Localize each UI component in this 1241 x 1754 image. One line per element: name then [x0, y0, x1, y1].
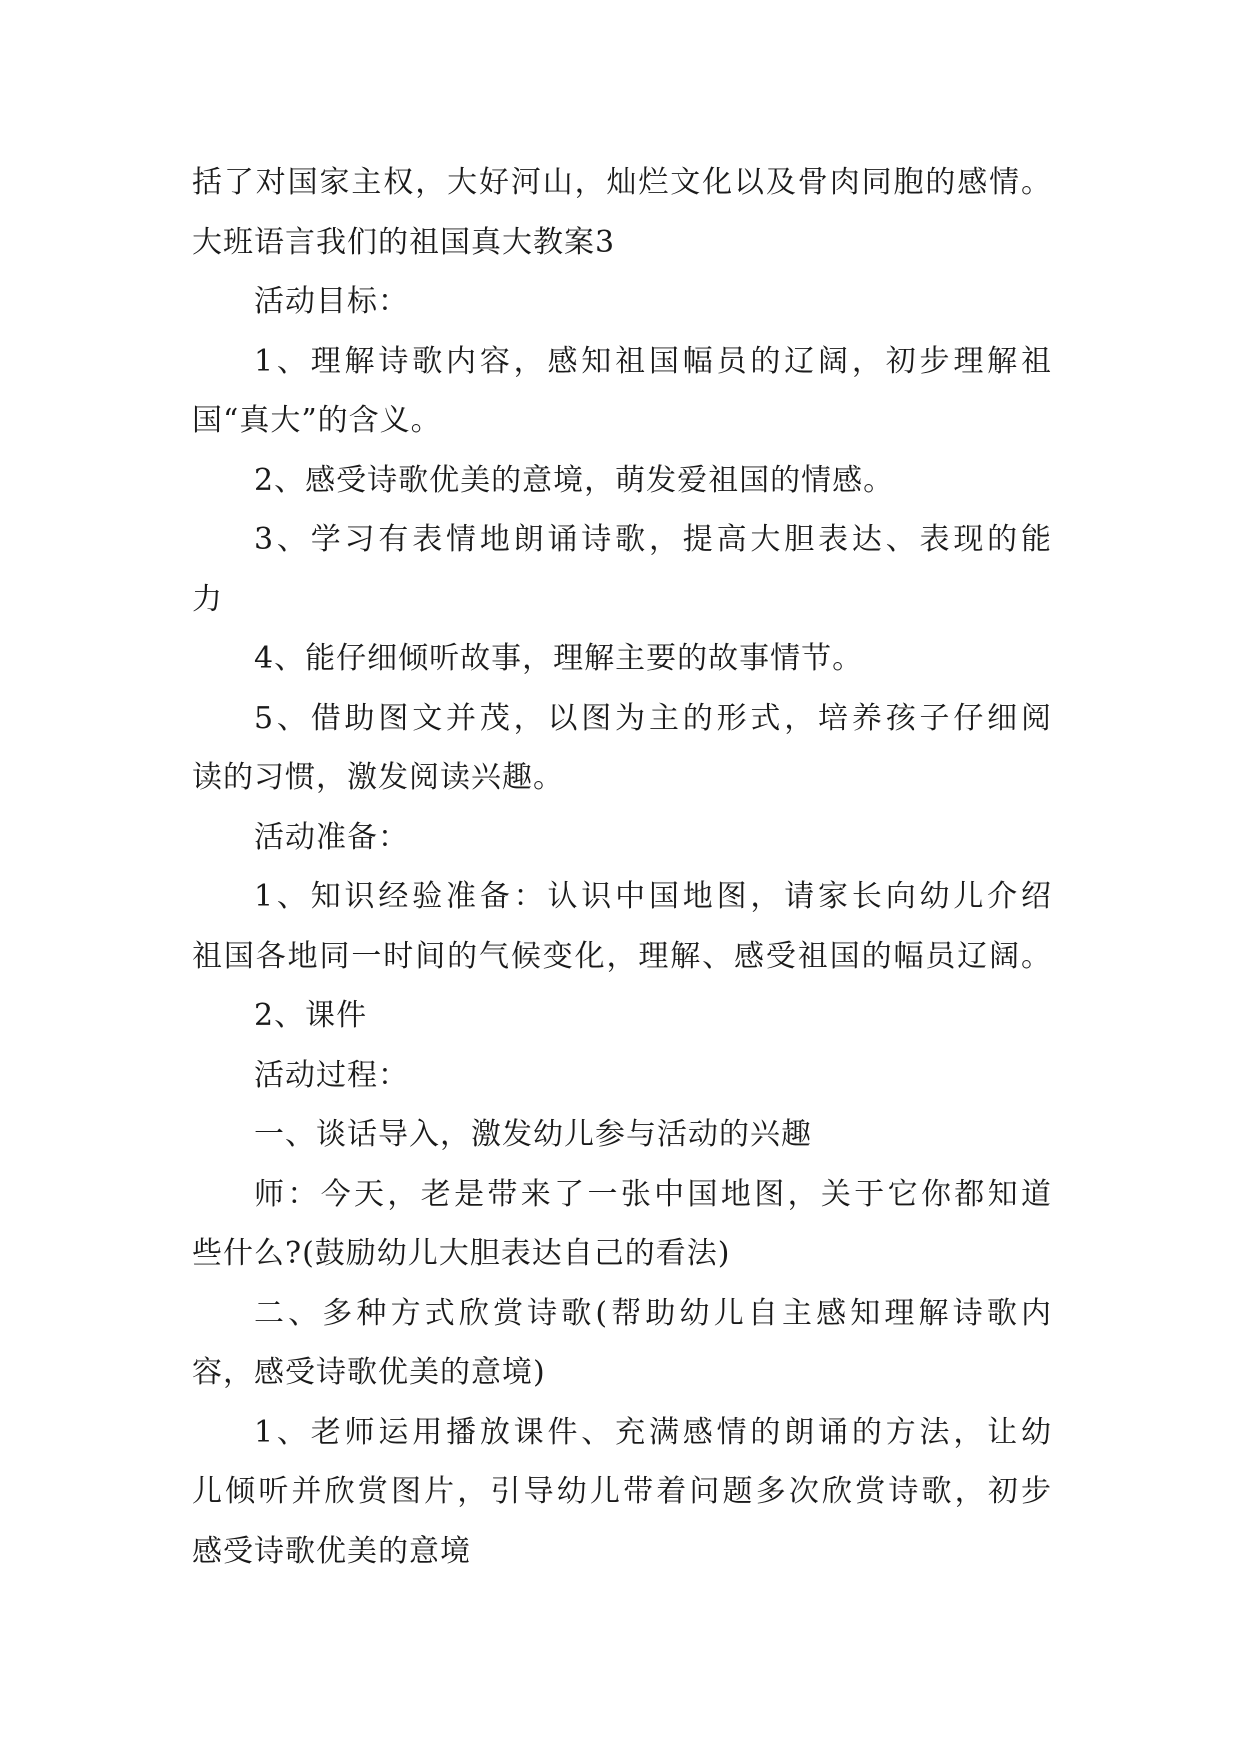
text-line: 括了对国家主权，大好河山，灿烂文化以及骨肉同胞的感情。 [192, 165, 1052, 200]
section-heading: 大班语言我们的祖国真大教案3 [192, 224, 616, 260]
text-line: 力 [192, 581, 223, 617]
text-line: 1、老师运用播放课件、充满感情的朗诵的方法，让幼 [254, 1414, 1052, 1450]
text-line: 4、能仔细倾听故事，理解主要的故事情节。 [254, 641, 864, 676]
text-line: 容，感受诗歌优美的意境) [192, 1355, 546, 1390]
text-line: 儿倾听并欣赏图片，引导幼儿带着问题多次欣赏诗歌，初步 [192, 1474, 1052, 1509]
text-line: 5、借助图文并茂，以图为主的形式，培养孩子仔细阅 [254, 700, 1052, 736]
text-line: 1、理解诗歌内容，感知祖国幅员的辽阔，初步理解祖 [254, 343, 1052, 379]
subheading-goals: 活动目标： [254, 284, 409, 319]
text-line: 一、谈话导入，激发幼儿参与活动的兴趣 [254, 1117, 812, 1152]
text-line: 2、课件 [254, 998, 368, 1033]
text-line: 二、多种方式欣赏诗歌(帮助幼儿自主感知理解诗歌内 [254, 1295, 1052, 1331]
text-line: 师：今天，老是带来了一张中国地图，关于它你都知道 [254, 1176, 1052, 1212]
text-line: 读的习惯，激发阅读兴趣。 [192, 760, 564, 795]
subheading-process: 活动过程： [254, 1057, 409, 1093]
document-body [192, 153, 1052, 1581]
text-line: 祖国各地同一时间的气候变化，理解、感受祖国的幅员辽阔。 [192, 938, 1052, 974]
text-line: 3、学习有表情地朗诵诗歌，提高大胆表达、表现的能 [254, 522, 1052, 557]
text-line: 国“真大”的含义。 [192, 403, 442, 438]
text-line: 些什么?(鼓励幼儿大胆表达自己的看法) [192, 1236, 731, 1271]
subheading-preparation: 活动准备： [254, 819, 409, 855]
text-line: 1、知识经验准备：认识中国地图，请家长向幼儿介绍 [254, 879, 1052, 914]
text-line: 感受诗歌优美的意境 [192, 1533, 471, 1569]
text-line: 2、感受诗歌优美的意境，萌发爱祖国的情感。 [254, 462, 895, 498]
